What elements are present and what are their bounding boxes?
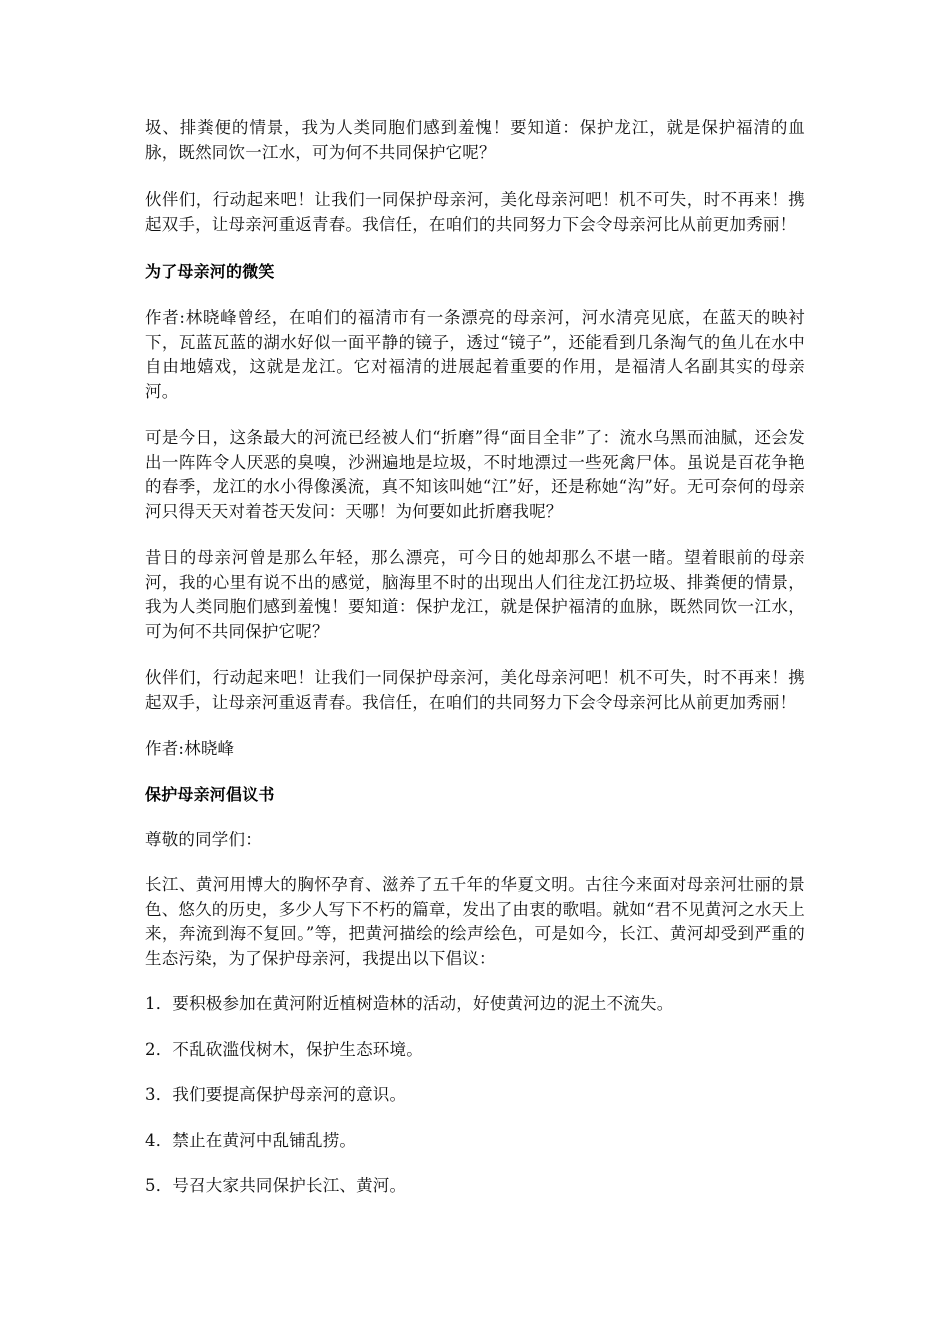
paragraph-proposal-intro: 长江、黄河用博大的胸怀孕育、滋养了五千年的华夏文明。古往今来面对母亲河壮丽的景色、悠久的历史，多少人写下不朽的篇章，发出了由衷的歌唱。就如“君不见黄河之水天上来，奔流到海不复回。”等，把黄河描绘的绘声绘色，可是如今，长江、黄河却受到严重的生态污染，为了保护母亲河，我提出以下倡议： <box>145 875 805 968</box>
section-title-proposal: 保护母亲河倡议书 <box>145 784 275 804</box>
section-title-smile: 为了母亲河的微笑 <box>145 262 275 281</box>
document-page <box>145 110 805 1199</box>
proposal-item-1: 1．要积极参加在黄河附近植树造林的活动，好使黄河边的泥土不流失。 <box>145 994 674 1013</box>
proposal-item-4: 4．禁止在黄河中乱铺乱捞。 <box>145 1130 357 1150</box>
paragraph-river-today: 可是今日，这条最大的河流已经被人们“折磨”得“面目全非”了：流水乌黑而油腻，还会发出一阵阵令人厌恶的臭嗅，沙洲遍地是垃圾，不时地漂过一些死禽尸体。虽说是百花争艳的春季，龙江的水小得像溪流，真不知该叫她“江”好，还是称她“沟”好。无可奈何的母亲河只得天天对着苍天发问：天哪！为何要如此折磨我呢？ <box>145 428 805 521</box>
paragraph-call-to-action: 伙伴们，行动起来吧！让我们一同保护母亲河，美化母亲河吧！机不可失，时不再来！携起双手，让母亲河重返青春。我信任，在咱们的共同努力下会令母亲河比从前更加秀丽！ <box>145 190 805 234</box>
proposal-item-3: 3．我们要提高保护母亲河的意识。 <box>145 1085 407 1104</box>
paragraph-intro-continuation: 圾、排粪便的情景，我为人类同胞们感到羞愧！要知道：保护龙江，就是保护福清的血脉，既然同饮一江水，可为何不共同保护它呢？ <box>145 118 805 162</box>
salutation: 尊敬的同学们： <box>145 829 262 849</box>
proposal-item-5: 5．号召大家共同保护长江、黄河。 <box>145 1176 407 1195</box>
author-line: 作者:林晓峰 <box>145 739 235 758</box>
paragraph-call-to-action-repeat: 伙伴们，行动起来吧！让我们一同保护母亲河，美化母亲河吧！机不可失，时不再来！携起双手，让母亲河重返青春。我信任，在咱们的共同努力下会令母亲河比从前更加秀丽！ <box>145 668 805 712</box>
proposal-item-2: 2．不乱砍滥伐树木，保护生态环境。 <box>145 1039 423 1059</box>
paragraph-author-intro: 作者:林晓峰曾经，在咱们的福清市有一条漂亮的母亲河，河水清亮见底，在蓝天的映衬下，瓦蓝瓦蓝的湖水好似一面平静的镜子，透过“镜子”，还能看到几条淘气的鱼儿在水中自由地嬉戏，这就是龙江。它对福清的进展起着重要的作用，是福清人名副其实的母亲河。 <box>145 308 805 401</box>
paragraph-river-past: 昔日的母亲河曾是那么年轻，那么漂亮，可今日的她却那么不堪一睹。望着眼前的母亲河，我的心里有说不出的感觉，脑海里不时的出现出人们往龙江扔垃圾、排粪便的情景，我为人类同胞们感到羞愧！要知道：保护龙江，就是保护福清的血脉，既然同饮一江水，可为何不共同保护它呢？ <box>145 548 805 641</box>
